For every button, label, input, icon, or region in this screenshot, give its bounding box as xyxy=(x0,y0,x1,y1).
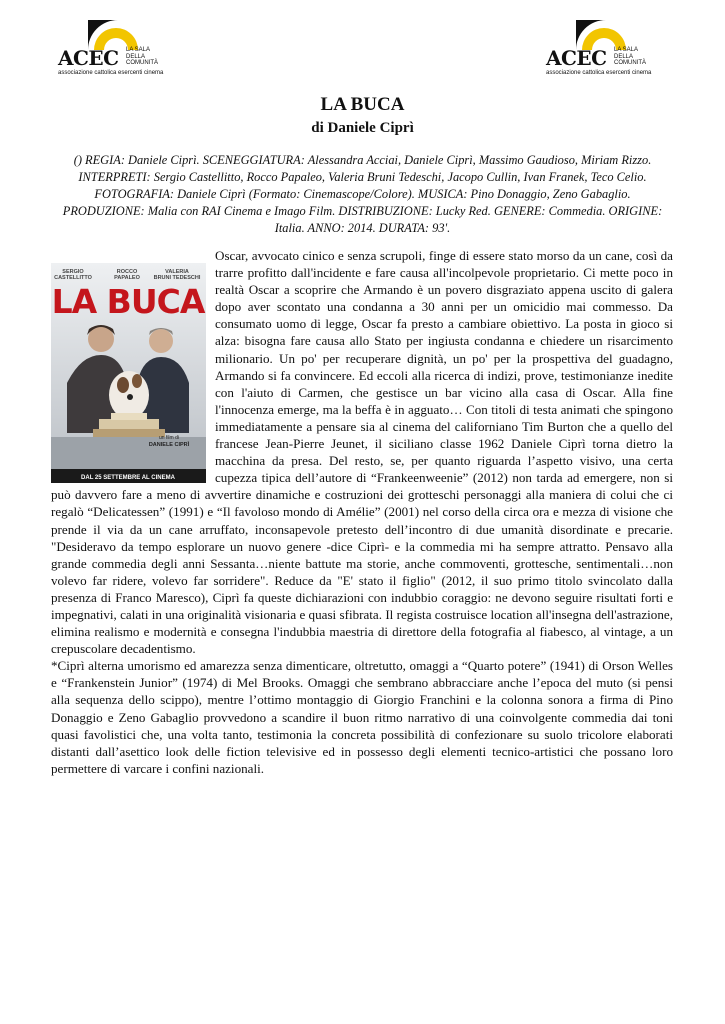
review-body xyxy=(51,247,673,777)
acec-association: associazione cattolica esercenti cinema xyxy=(58,70,164,76)
poster-film-by-line1: un film di xyxy=(158,435,180,441)
acec-logo-left xyxy=(58,14,176,78)
acec-side-text: LA SALA DELLA COMUNITÀ xyxy=(614,47,646,66)
poster-title: LA BUCA xyxy=(51,282,205,321)
film-director: di Daniele Ciprì xyxy=(311,120,414,136)
poster-release: DAL 25 SETTEMBRE AL CINEMA xyxy=(81,475,175,481)
acec-side-text: LA SALA DELLA COMUNITÀ xyxy=(126,47,158,66)
film-title: LA BUCA xyxy=(320,94,405,115)
poster-actor1-last: CASTELLITTO xyxy=(54,275,92,281)
acec-logo-right xyxy=(546,14,664,78)
acec-brand: ACEC xyxy=(546,46,607,70)
poster-actor2-last: PAPALEO xyxy=(114,275,140,281)
film-credits: () REGIA: Daniele Ciprì. SCENEGGIATURA: Alessandra Acciai, Daniele Ciprì, Massimo Gaudioso, Miriam Rizzo. INTERPRETI: Sergio Castellitto, Rocco Papaleo, Valeria Bruni Tedeschi, Jacopo Cullin, Ivan Franek, Teco Celio. FOTOGRAFIA: Daniele Ciprì (Formato: Cinemascope/Colore). MUSICA: Pino Donaggio, Zeno Gabaglio. PRODUZIONE: Malia con RAI Cinema e Imago Film. DISTRIBUZIONE: Lucky Red. GENERE: Commedia. ORIGINE: Italia. ANNO: 2014. DURATA: 93'. xyxy=(62,153,663,235)
poster-image xyxy=(51,263,206,483)
review-paragraph-2: *Ciprì alterna umorismo ed amarezza senza dimenticare, oltretutto, omaggi a “Quarto potere” (1941) di Orson Welles e “Frankenstein Junior” (1974) di Mel Brooks. Omaggi che sembrano abbracciare anche l’epoca del muto (si pensi alla sequenza dello scippo), mentre l’ottimo montaggio di Giorgio Franchini e la colonna sonora a firma di Pino Donaggio e Zeno Gabaglio provvedono a scandire il buon ritmo narrativo di una coinvolgente commedia dai toni quasi favolistici che, una volta tanto, testimonia la concreta possibilità di confezionare su suolo tricolore elaborati distanti dall’asettico look delle fiction televisive ed in possesso degli elementi tecnico-artistici che possano loro permettere di varcare i confini nazionali. xyxy=(51,658,673,776)
acec-brand: ACEC xyxy=(58,46,119,70)
poster-film-by-line2: DANIELE CIPRÌ xyxy=(148,442,190,448)
film-poster xyxy=(51,263,206,483)
acec-mark-icon xyxy=(572,16,636,50)
poster-actor3-last: BRUNI TEDESCHI xyxy=(153,275,201,281)
poster-actor2-first: ROCCO xyxy=(116,269,138,275)
review-paragraph-1: Oscar, avvocato cinico e senza scrupoli, finge di essere stato morso da un cane, così da trarre profitto dall'incidente e fare causa all'incolpevole proprietario. Ci mette poco in realtà Oscar a scoprire che Armando è un povero disgraziato appena uscito di galera dopo aver scontato una condanna a 30 anni per un omicidio mai commesso. Da consumato uomo di legge, Oscar fa presto a cambiare obiettivo. La posta in gioco si alza: bisogna fare causa allo Stato per ingiusta condanna e chiedere un risarcimento milionario. Un po' per recuperare dignità, un po' per la prospettiva del guadagno, Armando si fa convincere. Ed eccoli alla ricerca di indizi, prove, testimonianze inedite con l'aiuto di Carmen, che gestisce un bar vicino alla casa di Oscar. Alla fine l'innocenza emerge, ma la beffa è in agguato… Con titoli di testa animati che spingono immediatamente a pensare sia al cinema del californiano Tim Burton che a quello del francese Jean-Pierre Jeunet, il siciliano classe 1962 Daniele Ciprì torna dietro la macchina da presa. Del resto, se, per quanto riguarda l’aspetto visivo, una certa cupezza tipica dell’autore di “Frankeenweenie” (2012) non tarda ad emergere, non si può davvero fare a meno di avvertire dinamiche e costruzioni dei grotteschi personaggi alla maniera di colui che ci regalò “Delicatessen” (1991) e “Il favoloso mondo di Amélie” (2001) nel corso della circa ora e mezza di visione che prende il via da un cane arruffato, inconsapevole pretesto dell’incontro di due umanità disordinate e precarie. "Desideravo da tempo esplorare un nuovo genere -dice Ciprì- e la commedia mi ha sempre attratto. Pensavo alla grande commedia degli anni Sessanta…niente battute ma storie, anche commoventi, grottesche, sentimentali…non volevo far ridere, volevo far sorridere". Reduce da "E' stato il figlio" (2012, il suo primo titolo svincolato dalla presenza di Franco Maresco), Ciprì fa queste dichiarazioni con indubbio coraggio: ne devono seguire risultati forti e impegnativi, calati in una originalità visionaria e quasi sfibrata. Il regista costruisce location all'insegna dell'astrazione, elimina realismo e modernità e consegna l'indubbia maestria di direttore della fotografia al fiabesco, al vintage, a un crepuscolare decadentismo. xyxy=(51,248,673,657)
poster-actor3-first: VALERIA xyxy=(165,269,189,275)
poster-actor1-first: SERGIO xyxy=(62,269,84,275)
acec-mark-icon xyxy=(84,16,148,50)
acec-association: associazione cattolica esercenti cinema xyxy=(546,70,652,76)
